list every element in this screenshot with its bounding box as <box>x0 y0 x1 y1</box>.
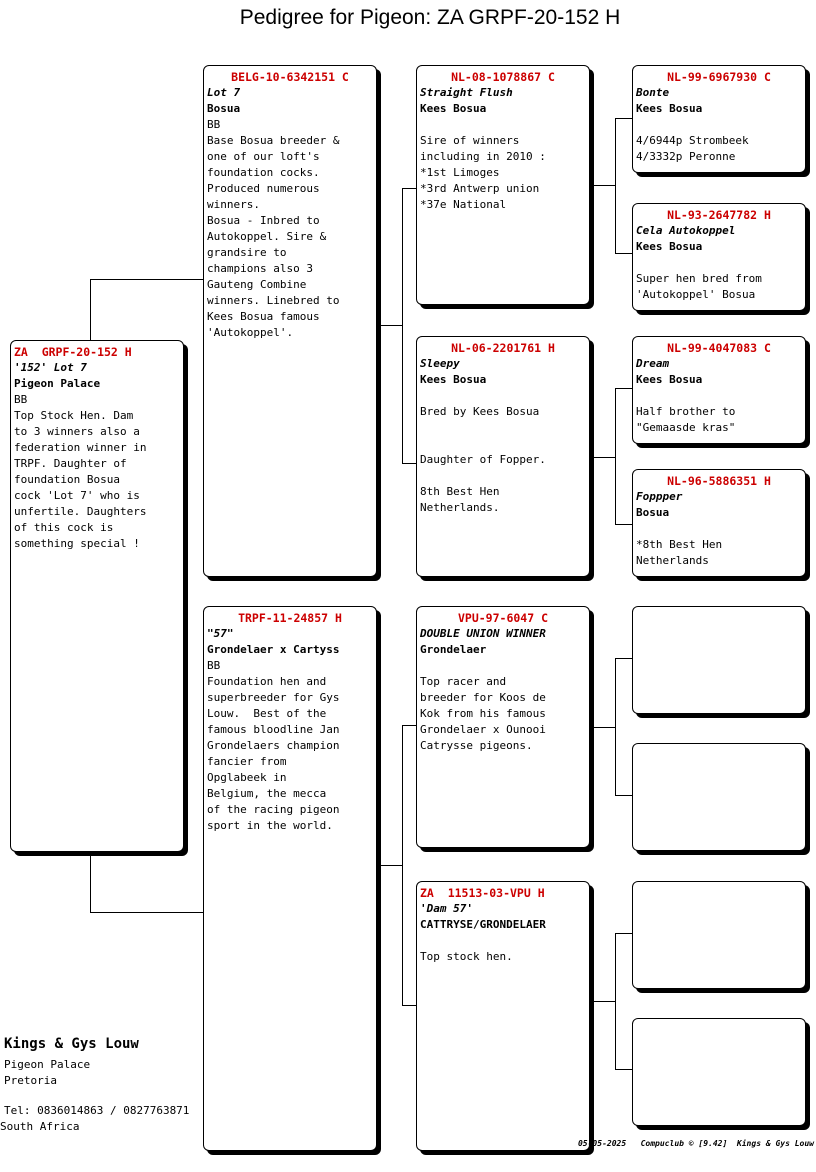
strain: Kees Bosua <box>420 373 487 386</box>
connector <box>402 725 417 726</box>
notes: *8th Best Hen Netherlands <box>636 538 723 567</box>
strain: Kees Bosua <box>636 240 703 253</box>
connector <box>90 279 91 341</box>
pigeon-card-empty[interactable] <box>632 743 806 851</box>
strain: Pigeon Palace <box>14 377 101 390</box>
ring-number: NL-06-2201761 H <box>451 341 555 355</box>
strain: Kees Bosua <box>636 102 703 115</box>
connector <box>615 388 616 524</box>
connector <box>593 1001 615 1002</box>
ring-number: NL-08-1078867 C <box>451 70 555 84</box>
pigeon-card-empty[interactable] <box>632 881 806 989</box>
connector <box>615 118 616 253</box>
connector <box>402 188 417 189</box>
strain: Bosua <box>636 506 670 519</box>
connector <box>593 185 615 186</box>
connector <box>90 912 204 913</box>
ring-number: VPU-97-6047 C <box>457 611 548 625</box>
ring-number: ZA 11513-03-VPU H <box>420 886 545 900</box>
connector <box>593 457 615 458</box>
pigeon-name: Sleepy <box>420 357 460 370</box>
connector <box>90 279 204 280</box>
connector <box>615 795 633 796</box>
ring-number: NL-93-2647782 H <box>667 208 771 222</box>
connector <box>402 1005 417 1006</box>
page-title: Pedigree for Pigeon: ZA GRPF-20-152 H <box>239 6 621 29</box>
strain: Grondelaer x Cartyss <box>207 643 340 656</box>
pigeon-name: Foppper <box>636 490 683 503</box>
notes: Base Bosua breeder & one of our loft's foundation cocks. Produced numerous winners. Bosua - Inbred to Autokoppel. Sire & grandsire to champions also 3 Gauteng Combine winners. Linebred to Kees Bosua famous 'Autokoppel'. <box>207 134 340 339</box>
connector <box>615 118 633 119</box>
notes: Half brother to "Gemaasde kras" <box>636 405 736 434</box>
connector <box>615 388 633 389</box>
ring-number: TRPF-11-24857 H <box>238 611 342 625</box>
notes: Foundation hen and superbreeder for Gys Louw. Best of the famous bloodline Jan Grondelaers champion fancier from Opglabeek in Belgium, the mecca of the racing pigeon sport in the world. <box>207 675 340 832</box>
pigeon-card-sire-dam[interactable] <box>416 336 590 577</box>
notes: Top stock hen. <box>420 950 513 963</box>
connector <box>615 1069 633 1070</box>
notes: Sire of winners including in 2010 : *1st Limoges *3rd Antwerp union *37e National <box>420 134 546 211</box>
ring-number: NL-99-6967930 C <box>667 70 771 84</box>
ring-number: NL-96-5886351 H <box>667 474 771 488</box>
pigeon-name: Lot 7 <box>207 86 241 99</box>
pigeon-name: 'Dam 57' <box>420 902 473 915</box>
pigeon-name: Straight Flush <box>420 86 513 99</box>
notes: Bred by Kees Bosua Daughter of Fopper. 8th Best Hen Netherlands. <box>420 405 546 514</box>
connector <box>615 658 633 659</box>
connector <box>615 253 633 254</box>
owner-line: Pretoria <box>4 1074 57 1087</box>
ring-number: BELG-10-6342151 C <box>231 70 349 84</box>
color: BB <box>14 393 28 406</box>
notes: Super hen bred from 'Autokoppel' Bosua <box>636 272 762 301</box>
owner-info <box>0 1035 190 1135</box>
owner-country: South Africa <box>0 1120 80 1133</box>
connector <box>380 325 402 326</box>
pigeon-card-dam-sire[interactable] <box>416 606 590 848</box>
connector <box>380 865 402 866</box>
pigeon-card-sire[interactable] <box>203 65 377 577</box>
strain: Kees Bosua <box>420 102 487 115</box>
pigeon-card-sire-sire[interactable] <box>416 65 590 305</box>
connector <box>402 463 417 464</box>
ring-number: ZA GRPF-20-152 H <box>14 345 132 359</box>
strain: CATTRYSE/GRONDELAER <box>420 918 546 931</box>
pigeon-card-dam[interactable] <box>203 606 377 1151</box>
pigeon-card-empty[interactable] <box>632 1018 806 1126</box>
connector <box>402 725 403 1005</box>
ring-number: NL-99-4047083 C <box>667 341 771 355</box>
strain: Kees Bosua <box>636 373 703 386</box>
connector <box>593 727 615 728</box>
pigeon-name: Cela Autokoppel <box>636 224 736 237</box>
connector <box>615 933 616 1069</box>
connector <box>402 188 403 463</box>
strain: Bosua <box>207 102 241 115</box>
owner-phone: Tel: 0836014863 / 0827763871 <box>4 1104 190 1117</box>
pigeon-card-empty[interactable] <box>632 606 806 714</box>
pigeon-card-sds[interactable] <box>632 336 806 444</box>
connector <box>615 524 633 525</box>
pigeon-name: DOUBLE UNION WINNER <box>420 627 546 640</box>
pigeon-card-sss[interactable] <box>632 65 806 173</box>
notes: 4/6944p Strombeek 4/3332p Peronne <box>636 134 749 163</box>
pigeon-card-sdd[interactable] <box>632 469 806 577</box>
connector <box>90 855 91 912</box>
notes: Top racer and breeder for Koos de Kok from his famous Grondelaer x Ounooi Catrysse pigeons. <box>420 675 546 752</box>
pigeon-name: Bonte <box>636 86 670 99</box>
pigeon-card-ssd[interactable] <box>632 203 806 311</box>
pigeon-name: '152' Lot 7 <box>14 361 87 374</box>
connector <box>615 658 616 795</box>
color: BB <box>207 118 221 131</box>
strain: Grondelaer <box>420 643 487 656</box>
connector <box>615 933 633 934</box>
notes: Top Stock Hen. Dam to 3 winners also a federation winner in TRPF. Daughter of foundation Bosua cock 'Lot 7' who is unfertile. Daughters of this cock is something special ! <box>14 409 147 550</box>
pigeon-name: Dream <box>636 357 670 370</box>
footer: 05-05-2025 Compuclub © [9.42] Kings & Gys Louw <box>577 1139 814 1148</box>
pigeon-name: "57" <box>207 627 234 640</box>
color: BB <box>207 659 221 672</box>
pigeon-card-subject[interactable] <box>10 340 184 852</box>
owner-name: Kings & Gys Louw <box>4 1036 139 1052</box>
owner-line: Pigeon Palace <box>4 1058 91 1071</box>
pigeon-card-dam-dam[interactable] <box>416 881 590 1151</box>
